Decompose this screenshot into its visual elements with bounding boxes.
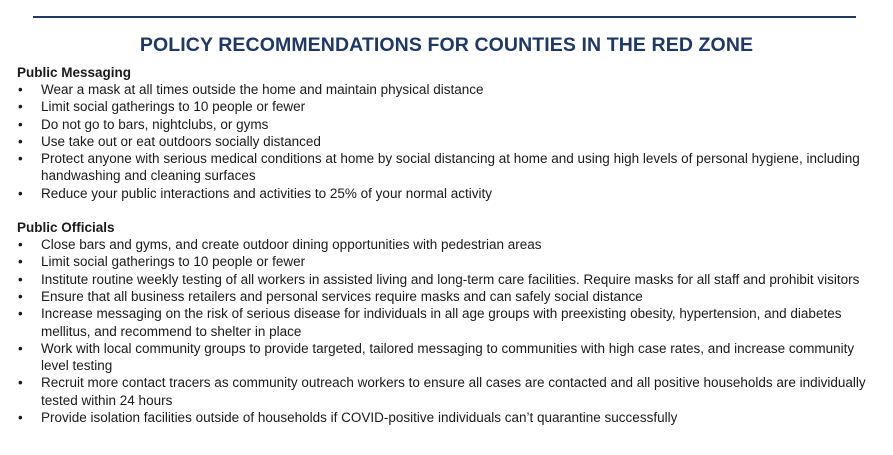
section-spacer <box>17 202 885 219</box>
list-item <box>17 133 885 150</box>
bullet-icon: • <box>18 288 23 304</box>
bullet-icon: • <box>18 410 23 426</box>
bullet-icon: • <box>18 340 23 356</box>
list-item-text: Work with local community groups to provide targeted, tailored messaging to communities with high case rates, and increase community level testing <box>41 340 855 374</box>
top-divider <box>33 16 856 18</box>
list-item <box>17 116 885 133</box>
list-item-text: Wear a mask at all times outside the home and maintain physical distance <box>41 82 484 97</box>
bullet-icon: • <box>18 116 23 132</box>
bullet-list <box>17 81 885 202</box>
list-item <box>17 271 885 288</box>
page-title: POLICY RECOMMENDATIONS FOR COUNTIES IN THE RED ZONE <box>139 34 754 56</box>
list-item-text: Increase messaging on the risk of serious disease for individuals in all age groups with preexisting obesity, hypertension, and diabetes mellitus, and recommend to shelter in place <box>41 306 842 339</box>
list-item-text: Close bars and gyms, and create outdoor dining opportunities with pedestrian areas <box>41 237 542 253</box>
list-item-text: Do not go to bars, nightclubs, or gyms <box>41 116 269 132</box>
list-item <box>17 409 885 426</box>
list-item <box>17 374 885 409</box>
bullet-icon: • <box>18 185 23 201</box>
bullet-icon: • <box>18 82 23 97</box>
list-item-text: Limit social gatherings to 10 people or fewer <box>41 254 306 270</box>
list-item <box>17 98 885 115</box>
list-item-text: Provide isolation facilities outside of households if COVID-positive individuals can’t quarantine successfully <box>41 410 678 426</box>
list-item-text: Recruit more contact tracers as community outreach workers to ensure all cases are contacted and all positive households are individually tested within 24 hours <box>41 375 866 408</box>
bullet-icon: • <box>18 254 23 270</box>
list-item <box>17 305 885 340</box>
bullet-icon: • <box>18 151 23 167</box>
list-item <box>17 288 885 305</box>
bullet-icon: • <box>18 271 23 287</box>
list-item <box>17 81 885 98</box>
list-item-text: Protect anyone with serious medical conditions at home by social distancing at home and using high levels of personal hygiene, including handwashing and cleaning surfaces <box>41 151 860 184</box>
list-item-text: Use take out or eat outdoors socially distanced <box>41 133 321 149</box>
list-item <box>17 253 885 270</box>
section-heading: Public Officials <box>17 220 115 236</box>
bullet-icon: • <box>18 375 23 391</box>
bullet-icon: • <box>18 237 23 253</box>
bullet-icon: • <box>18 306 23 322</box>
list-item-text: Institute routine weekly testing of all workers in assisted living and long-term care facilities. Require masks for all staff and prohibit visitors <box>41 271 860 287</box>
list-item <box>17 236 885 253</box>
list-item <box>17 185 885 202</box>
section-public-officials <box>17 219 885 426</box>
document-body <box>17 64 885 426</box>
list-item-text: Reduce your public interactions and activities to 25% of your normal activity <box>41 185 492 201</box>
list-item-text: Limit social gatherings to 10 people or fewer <box>41 99 306 115</box>
list-item <box>17 150 885 185</box>
list-item-text: Ensure that all business retailers and personal services require masks and can safely social distance <box>41 288 643 304</box>
bullet-icon: • <box>18 99 23 115</box>
bullet-icon: • <box>18 133 23 149</box>
bullet-list <box>17 236 885 426</box>
list-item <box>17 340 885 375</box>
section-heading: Public Messaging <box>17 65 132 80</box>
section-public-messaging <box>17 64 885 202</box>
